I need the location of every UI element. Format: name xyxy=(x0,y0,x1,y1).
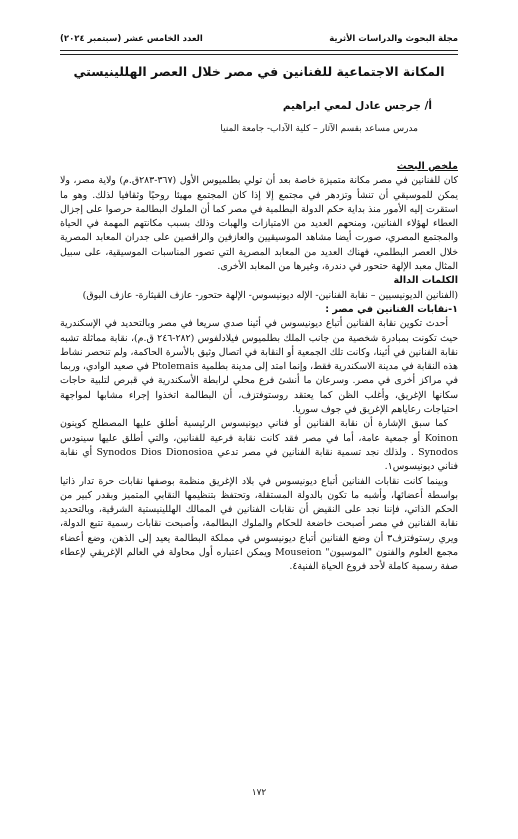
paragraph-2: كما سبق الإشارة أن نقابة الفنانين أو فناني ديونيسوس الرئيسية أطلق عليها المصطلح كوينون Koinon أو جمعية عامة، أما في مصر فقد كانت نقابة فرعية للفنانين، والتي أطلق عليها سينودس Synodos . ولذلك نجد تسمية نقابة الفنانين في مصر تدعي Synodos Dios Dionosioa أي نقابة فناني ديونيسوس١. xyxy=(60,418,459,473)
journal-name: مجلة البحوث والدراسات الأثرية xyxy=(329,34,458,44)
section-heading: ١-نقابات الفنانين في مصر : xyxy=(325,303,458,315)
keywords-heading: الكلمات الدالة xyxy=(393,275,458,287)
abstract-text: كان للفنانين في مصر مكانة متميزة خاصة بعد أن تولي بطلميوس الأول (٣٦٧-٢٨٣ق.م) ولاية مصر، ولا يمكن للموسيقي أن تنشأ وتزدهر في مجتمع إلا إذا كان المجتمع مهيئا روحيًا وثقافيا لذلك. وهو ما استقرت إليه الأمور منذ بداية حكم الدولة البطلمية في مصر كما أن الملوك البطالمة حرصوا على إجزال العطاء لهؤلاء الفنانين، ومنحهم العديد من الامتيازات والهبات وذلك بسبب مكانتهم المهمة في الحياة والمجتمع المصري، صورت أيضا مشاهد الموسيقيين والعازفين والراقصين على جدران المعابد المصرية خلال العصر البطلمي، فهناك العديد من المعابد المصرية التي تصور المناسبات الموسيقية، على سبيل المثال معبد الإلهة حتحور في دندرة، وغيرها من المعابد الأخرى. xyxy=(60,175,458,273)
running-header xyxy=(60,34,458,50)
page-number: ١٧٢ xyxy=(251,788,267,798)
abstract-heading: ملخص البحث xyxy=(396,161,458,172)
paragraph-3: وبينما كانت نقابات الفنانين أتباع ديونيسوس في بلاد الإغريق منظمة بوصفها نقابات حرة تدار ذاتيا بواسطة أعضائها، وأشبه ما تكون بالدولة المستقلة، وتحتفظ بتنظيمها النقابي المتميز وبقدر كبير من الحكم الذاتي، فإننا نجد على النقيض أن نقابات الفنانين في الممالك الهللينيستية الشرقية، وبالتحديد نقابة الفنانين في مصر أصبحت خاضعة للحكام والملوك البطالمة، وأصبحت نقابات رسمية تتبع الدولة، ويري رستوفتزف٣ أن وضع الفنانين أتباع ديونيسوس في مملكة البطالمة يعيد إلى الذهن، وضع أعضاء مجمع العلوم والفنون "الموسيون" Mouseion ويمكن اعتباره أول محاولة في العالم الإغريقي لإعطاء صفة رسمية كاملة لأحد فروع الحياة الفنية٤. xyxy=(60,475,459,573)
author-name: أ/ جرجس عادل لمعي ابراهيم xyxy=(282,100,432,112)
issue-label: العدد الخامس عشر (سبتمبر ٢٠٢٤) xyxy=(60,34,203,44)
paragraph-1: أحدث تكوين نقابة الفنانين أتباع ديونيسوس في أثينا صدي سريعا في مصر وبالتحديد في الإسكندرية حيث تكونت بمبادرة شخصية من جانب الملك بطلميوس فيلادلفوس (٢٨٢-٢٤٦ ق.م)، نقابة مماثلة تشبه نقابة الفنانين في أثينا، وكانت تلك الجمعية أو النقابة في اتصال وثيق بالأسرة الحاكمة، ولم تنحصر نشاط هذه النقابة في مدينة الاسكندرية فقط، وإنما امتد إلى مدينة بطلمية Ptolemais في صعيد الوادي، وربما في مراكز أخرى في مصر. وسرعان ما أنشئ فرع محلي لرابطة الأسكندرية في قبرص لتلبية حاجات سكانها الإغريق، وأغلب الظن كما يعتقد روستوفتزف، أن البطالمة اتخذوا إجراء مشابها لمواجهة احتياجات رعاياهم الإغريق في جوف سوريا. xyxy=(60,318,458,416)
author-affiliation: مدرس مساعد بقسم الآثار – كلية الآداب- جامعة المنيا xyxy=(220,124,418,134)
keywords-text: (الفنانين الديونيسيين – نقابة الفنانين- الإله ديونيسوس- الإلهة حتحور- عازف القيثارة- عازف البوق) xyxy=(82,289,458,301)
article-title: المكانة الاجتماعية للفنانين في مصر خلال العصر الهللينيستي xyxy=(73,64,445,79)
header-rule xyxy=(60,50,458,55)
article-body xyxy=(60,160,458,575)
